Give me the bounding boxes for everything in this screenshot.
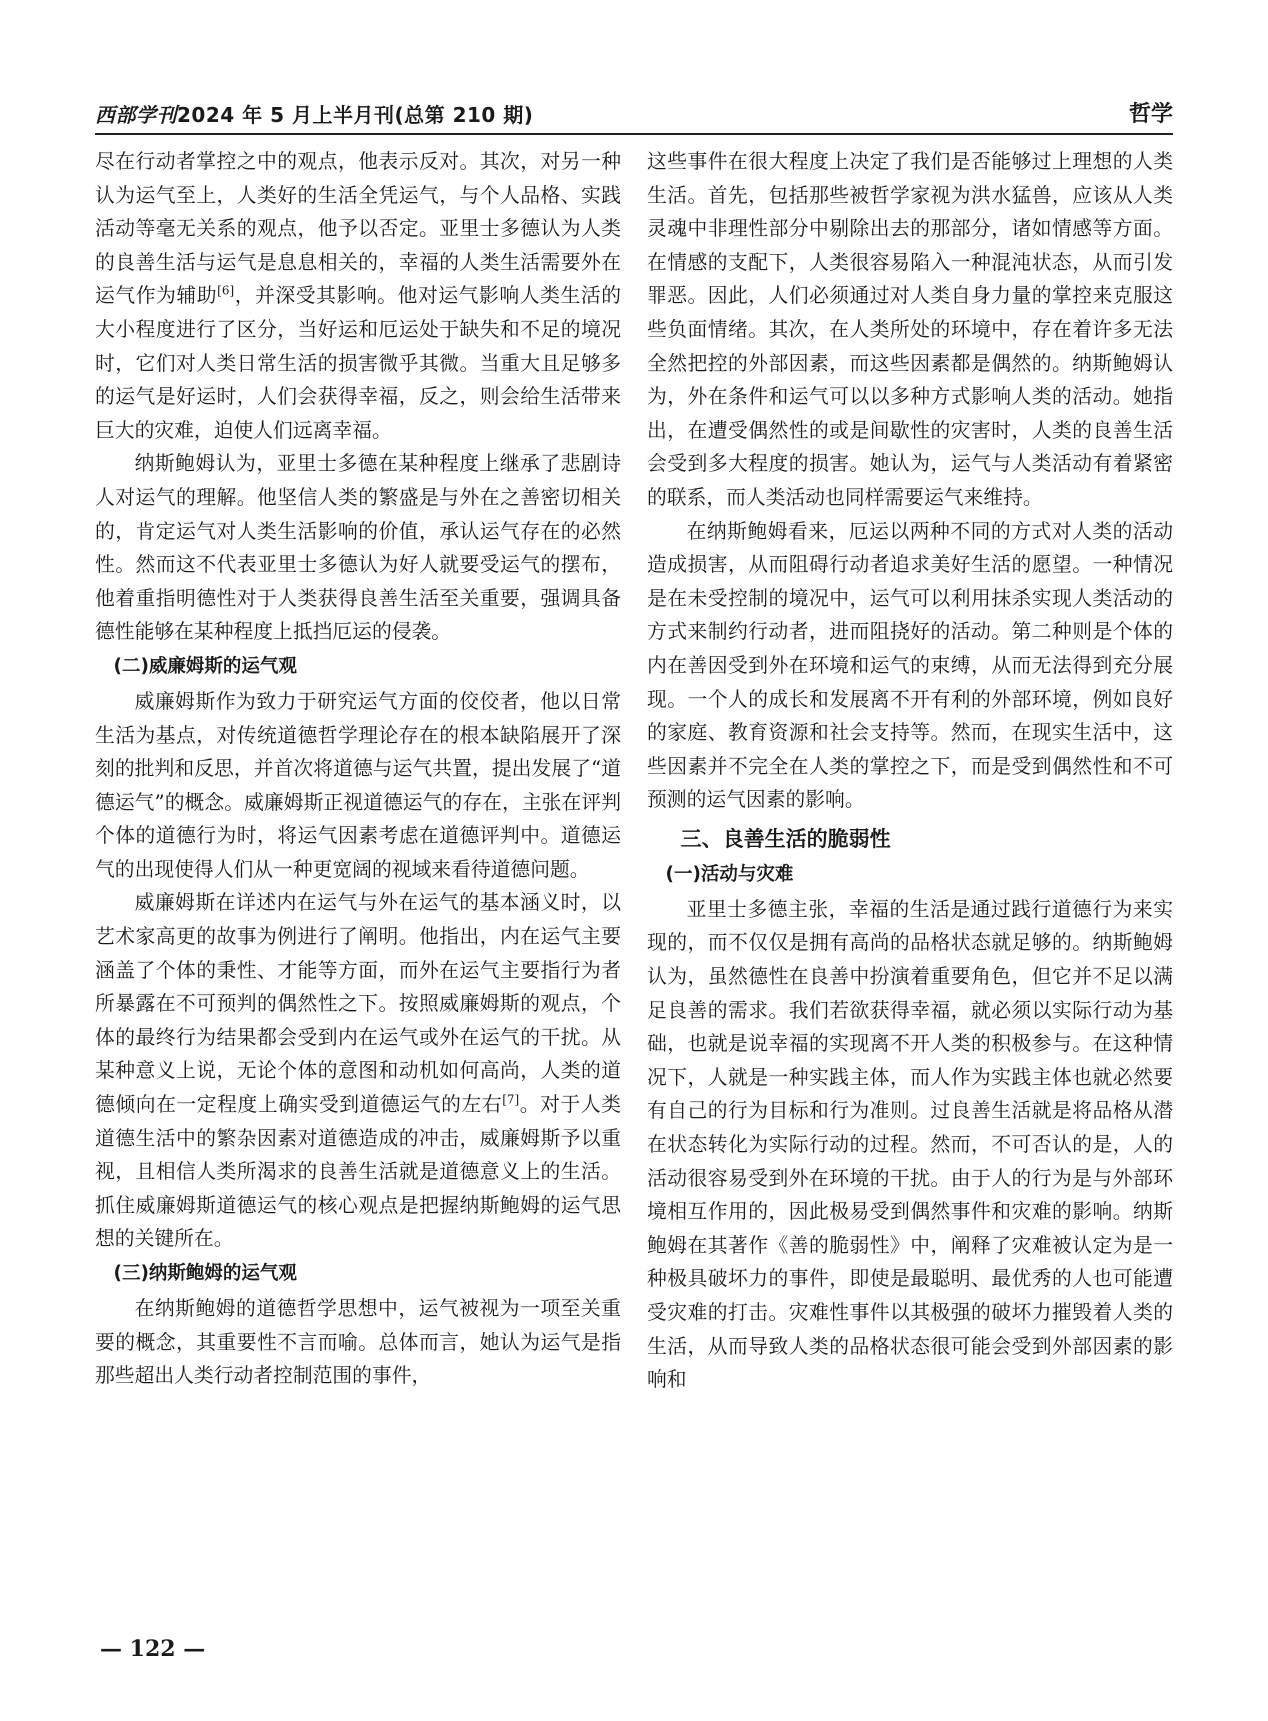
paragraph: 在纳斯鲍姆的道德哲学思想中，运气被视为一项至关重要的概念，其重要性不言而喻。总体而言，她认为运气是指那些超出人类行动者控制范围的事件， (95, 1297, 621, 1388)
section-heading: 三、良善生活的脆弱性 (680, 826, 891, 851)
page-header (95, 88, 1173, 128)
page-number: — 122 — (100, 1636, 206, 1662)
journal-header (95, 99, 533, 128)
journal-logo: 西部学刊 (95, 103, 177, 127)
paragraph-text: ，并深受其影响。他对运气影响人类生活的大小程度进行了区分，当好运和厄运处于缺失和不足的境况时，它们对人类日常生活的损害微乎其微。当重大且足够多的运气是好运时，人们会获得幸福，反之，则会给生活带来巨大的灾难，迫使人们远离幸福。 (95, 284, 621, 442)
citation: [6] (217, 283, 235, 298)
paragraph: 亚里士多德主张，幸福的生活是通过践行道德行为来实现的，而不仅仅是拥有高尚的品格状态就足够的。纳斯鲍姆认为，虽然德性在良善中扮演着重要角色，但它并不足以满足良善的需求。我们若欲获得幸福，就必须以实际行动为基础，也就是说幸福的实现离不开人类的积极参与。在这种情况下，人就是一种实践主体，而人作为实践主体也就必然要有自己的行为目标和行为准则。过良善生活就是将品格从潜在状态转化为实际行动的过程。然而，不可否认的是，人的活动很容易受到外在环境的干扰。由于人的行为是与外部环境相互作用的，因此极易受到偶然事件和灾难的影响。纳斯鲍姆在其著作《善的脆弱性》中，阐释了灾难被认定为是一种极具破坏力的事件，即使是最聪明、最优秀的人也可能遭受灾难的打击。灾难性事件以其极强的破坏力摧毁着人类的生活，从而导致人类的品格状态很可能会受到外部因素的影响和 (647, 897, 1173, 1392)
paragraph-text: 尽在行动者掌控之中的观点，他表示反对。其次，对另一种认为运气至上，人类好的生活全凭运气，与个人品格、实践活动等毫无关系的观点，他予以否定。亚里士多德认为人类的良善生活与运气是息息相关的，幸福的人类生活需要外在运气作为辅助 (95, 150, 621, 308)
right-column (647, 145, 1173, 1620)
header-rule (95, 133, 1173, 135)
paragraph (95, 145, 621, 447)
section-label: 哲学 (1128, 102, 1173, 127)
paragraph (95, 886, 621, 1256)
paragraph: 纳斯鲍姆认为，亚里士多德在某种程度上继承了悲剧诗人对运气的理解。他坚信人类的繁盛是与外在之善密切相关的，肯定运气对人类生活影响的价值，承认运气存在的必然性。然而这不代表亚里士多德认为好人就要受运气的摆布，他着重指明德性对于人类获得良善生活至关重要，强调具备德性能够在某种程度上抵挡厄运的侵袭。 (95, 452, 621, 644)
subsection-heading: (三)纳斯鲍姆的运气观 (113, 1263, 297, 1284)
left-column (95, 145, 621, 1620)
subsection-heading: (一)活动与灾难 (665, 863, 794, 885)
paragraph-text: 。对于人类道德生活中的繁杂因素对道德造成的冲击，威廉姆斯予以重视，且相信人类所渴求的良善生活就是道德意义上的生活。抓住威廉姆斯道德运气的核心观点是把握纳斯鲍姆的运气思想的关键所在。 (95, 1093, 621, 1251)
subsection-heading: (二)威廉姆斯的运气观 (113, 655, 297, 677)
paragraph: 这些事件在很大程度上决定了我们是否能够过上理想的人类生活。首先，包括那些被哲学家视为洪水猛兽，应该从人类灵魂中非理性部分中剔除出去的那部分，诸如情感等方面。在情感的支配下，人类很容易陷入一种混沌状态，从而引发罪恶。因此，人们必须通过对人类自身力量的掌控来克服这些负面情绪。其次，在人类所处的环境中，存在着许多无法全然把控的外部因素，而这些因素都是偶然的。纳斯鲍姆认为，外在条件和运气可以以多种方式影响人类的活动。她指出，在遭受偶然性的或是间歇性的灾害时，人类的良善生活会受到多大程度的损害。她认为，运气与人类活动有着紧密的联系，而人类活动也同样需要运气来维持。 (647, 150, 1173, 509)
paragraph-text: 威廉姆斯在详述内在运气与外在运气的基本涵义时，以艺术家高更的故事为例进行了阐明。他指出，内在运气主要涵盖了个体的秉性、才能等方面，而外在运气主要指行为者所暴露在不可预判的偶然性之下。按照威廉姆斯的观点，个体的最终行为结果都会受到内在运气或外在运气的干扰。从某种意义上说，无论个体的意图和动机如何高尚，人类的道德倾向在一定程度上确实受到道德运气的左右 (95, 891, 621, 1117)
citation: [7] (502, 1092, 520, 1107)
article-body (95, 145, 1173, 1620)
paragraph: 在纳斯鲍姆看来，厄运以两种不同的方式对人类的活动造成损害，从而阻碍行动者追求美好生活的愿望。一种情况是在未受控制的境况中，运气可以利用抹杀实现人类活动的方式来制约行动者，进而阻挠好的活动。第二种则是个体的内在善因受到外在环境和运气的束缚，从而无法得到充分展现。一个人的成长和发展离不开有利的外部环境，例如良好的家庭、教育资源和社会支持等。然而，在现实生活中，这些因素并不完全在人类的掌控之下，而是受到偶然性和不可预测的运气因素的影响。 (647, 519, 1173, 812)
issue-info: 2024 年 5 月上半月刊(总第 210 期) (177, 103, 534, 127)
paragraph: 威廉姆斯作为致力于研究运气方面的佼佼者，他以日常生活为基点，对传统道德哲学理论存在的根本缺陷展开了深刻的批判和反思，并首次将道德与运气共置，提出发展了“道德运气”的概念。威廉姆斯正视道德运气的存在，主张在评判个体的道德行为时，将运气因素考虑在道德评判中。道德运气的出现使得人们从一种更宽阔的视域来看待道德问题。 (95, 689, 621, 881)
